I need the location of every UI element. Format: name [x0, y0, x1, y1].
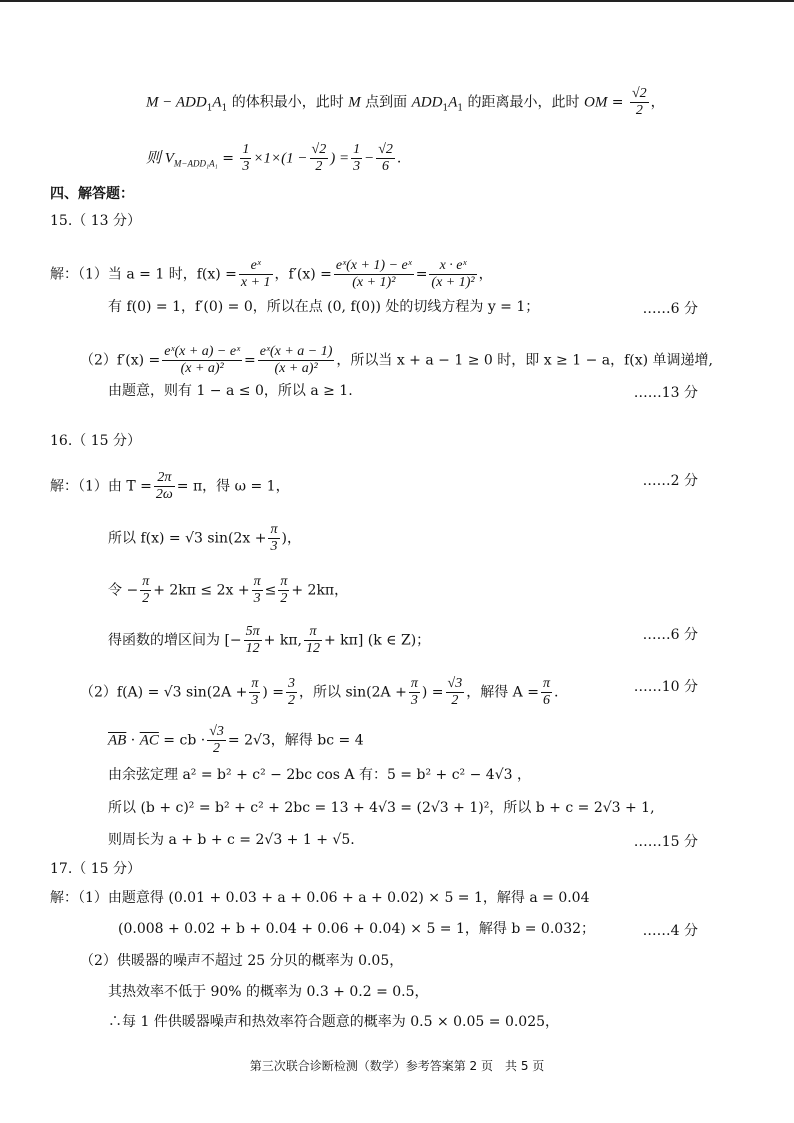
q17-part1-b: (0.008 + 0.02 + b + 0.04 + 0.06 + 0.04) × 5 = 1，解得 b = 0.032；: [118, 921, 596, 937]
frac-num: eˣ(x + 1) − eˣ: [335, 258, 412, 273]
text: .: [396, 150, 402, 167]
q16-part2: [80, 676, 558, 709]
frac-num: π: [270, 522, 278, 537]
text: =: [244, 352, 256, 369]
text: 令 −: [108, 582, 139, 599]
frac-den: 6: [542, 693, 550, 708]
score-label: ……15 分: [633, 834, 698, 850]
frac-num: √2: [311, 142, 327, 157]
text: = π，得 ω = 1，: [176, 478, 290, 495]
frac-den: 3: [410, 693, 418, 708]
frac-num: eˣ: [239, 258, 273, 275]
text: ) =: [262, 684, 285, 701]
text: 的体积最小，此时: [227, 94, 349, 111]
frac-den: 2ω: [155, 487, 173, 502]
q16-inequality: [108, 574, 348, 607]
q15-tangent: 有 f(0) = 1，f′(0) = 0，所以在点 (0, f(0)) 处的切线方程为 y = 1；: [108, 299, 540, 315]
fraction: [154, 470, 175, 503]
fraction: [249, 676, 260, 709]
frac-den: 3: [270, 539, 278, 554]
frac-num: π: [304, 624, 322, 641]
fraction: [541, 676, 552, 709]
vector-ac: $\overline{AC}$: [139, 732, 159, 749]
score-label: ……4 分: [642, 923, 698, 939]
text: ，解得 A =: [466, 684, 539, 701]
fraction: [304, 624, 322, 657]
text: 所以 f(x) = √3 sin(2x +: [108, 530, 267, 547]
frac-num: 3: [288, 676, 296, 691]
fraction: [278, 574, 289, 607]
frac-den: x + 1: [240, 275, 271, 290]
text: )，: [281, 530, 301, 547]
section-heading: 四、解答题：: [50, 186, 134, 202]
fraction: [286, 676, 297, 709]
line-volume-value: [146, 142, 401, 175]
text: 的距离最小，此时: [463, 94, 585, 111]
frac-den: (x + a)²: [274, 361, 318, 376]
fraction: [630, 86, 649, 119]
frac-den: 2: [213, 741, 221, 756]
fraction: [376, 142, 395, 175]
frac-den: 3: [242, 159, 250, 174]
fraction: [351, 142, 362, 175]
q16-cosine-law: 由余弦定理 a² = b² + c² − 2bc cos A 有：5 = b² + c² − 4√3 ，: [108, 767, 531, 783]
q15-conclusion: 由题意，则有 1 − a ≤ 0，所以 a ≥ 1.: [108, 383, 353, 399]
frac-den: 3: [251, 693, 259, 708]
text: =: [415, 266, 428, 283]
expr: ) =: [330, 150, 350, 167]
fraction: [162, 344, 242, 377]
text: ，f′(x) =: [274, 266, 332, 283]
frac-num: π: [142, 574, 150, 589]
page-footer: 第三次联合诊断检测（数学）参考答案第 2 页 共 5 页: [249, 1059, 545, 1073]
frac-num: √2: [631, 86, 647, 101]
text: ，所以 sin(2A +: [299, 684, 407, 701]
frac-den: 3: [353, 159, 361, 174]
text: = cb ·: [158, 732, 206, 749]
frac-num: π: [251, 676, 259, 691]
fraction: [409, 676, 420, 709]
expr: A: [448, 94, 458, 111]
expr: ×1×(1 −: [253, 150, 308, 167]
text: （2）f(A) = √3 sin(2A +: [80, 684, 248, 701]
sub-1: 1: [457, 103, 464, 114]
frac-den: 2: [142, 591, 150, 606]
frac-num: π: [280, 574, 288, 589]
q16-perimeter: 则周长为 a + b + c = 2√3 + 1 + √5.: [108, 832, 355, 848]
question-15-heading: 15.（ 13 分）: [50, 213, 141, 229]
frac-num: 1: [242, 142, 250, 157]
q17-part2: （2）供暖器的噪声不超过 25 分贝的概率为 0.05，: [80, 953, 404, 969]
q17-probability: ∴每 1 件供暖器噪声和热效率符合题意的概率为 0.5 × 0.05 = 0.025，: [108, 1014, 560, 1030]
text: ，: [478, 266, 493, 283]
q17-efficiency: 其热效率不低于 90% 的概率为 0.3 + 0.2 = 0.5，: [108, 984, 429, 1000]
frac-num: eˣ(x + a − 1): [259, 344, 333, 359]
frac-num: π: [253, 574, 261, 589]
text: 点到面: [360, 94, 412, 111]
text: （2）f′(x) =: [80, 352, 161, 369]
text: + 2kπ，: [291, 582, 349, 599]
score-label: ……6 分: [642, 627, 698, 643]
fraction: [310, 142, 329, 175]
frac-num: √2: [378, 142, 393, 157]
fraction: [446, 676, 465, 709]
text: + 2kπ ≤ 2x +: [153, 582, 250, 599]
line-volume-min: [146, 86, 665, 119]
fraction: [240, 142, 251, 175]
text: .: [553, 684, 559, 701]
text: + kπ,: [263, 632, 302, 649]
frac-num: √3: [447, 676, 463, 691]
frac-num: 2π: [154, 470, 175, 487]
fraction: [140, 574, 151, 607]
text: ，: [650, 94, 665, 111]
text: =: [607, 94, 628, 111]
text: = 2√3，解得 bc = 4: [227, 732, 364, 749]
expr: −: [364, 150, 375, 167]
text: + kπ] (k ∈ Z)；: [324, 632, 431, 649]
q15-part1: [50, 258, 493, 291]
expr: M − ADD: [146, 94, 207, 111]
text: =: [217, 150, 239, 167]
vector-ab: $\overline{AB}$: [108, 732, 127, 749]
top-rule: [0, 0, 794, 2]
frac-den: 12: [306, 641, 320, 656]
text: 得函数的增区间为 [−: [108, 632, 242, 649]
text: ) =: [421, 684, 444, 701]
q16-interval: [108, 624, 430, 657]
frac-den: 2: [280, 591, 288, 606]
fraction: [334, 258, 414, 291]
frac-den: 2: [451, 693, 459, 708]
q16-function: [108, 522, 301, 555]
text: ≤: [264, 582, 277, 599]
question-16-heading: 16.（ 15 分）: [50, 433, 141, 449]
fraction: [429, 258, 476, 291]
fraction: [207, 724, 226, 757]
frac-num: eˣ(x + a) − eˣ: [164, 344, 241, 359]
frac-den: (x + 1)²: [352, 275, 396, 290]
question-17-heading: 17.（ 15 分）: [50, 861, 141, 877]
fraction: [268, 522, 279, 555]
frac-num: π: [410, 676, 418, 691]
text: ，所以当 x + a − 1 ≥ 0 时，即 x ≥ 1 − a，f(x) 单调递增,: [336, 352, 714, 369]
frac-den: (x + a)²: [180, 361, 224, 376]
q17-part1: 解：（1）由题意得 (0.01 + 0.03 + a + 0.06 + a + 0.02) × 5 = 1，解得 a = 0.04: [50, 890, 590, 906]
expr: M: [348, 94, 361, 111]
score-label: ……13 分: [633, 385, 698, 401]
score-label: ……2 分: [642, 473, 698, 489]
frac-den: 6: [382, 159, 390, 174]
frac-den: 2: [288, 693, 296, 708]
q15-part2: [80, 344, 713, 377]
subscript: M−ADD₁A₁: [173, 158, 218, 169]
score-label: ……6 分: [642, 301, 698, 317]
text: ·: [126, 732, 140, 749]
frac-den: (x + 1)²: [431, 275, 475, 290]
fraction: [244, 624, 262, 657]
q16-dot-product: [108, 724, 364, 757]
frac-num: π: [542, 676, 550, 691]
expr: 则 V: [146, 150, 174, 167]
expr: A: [212, 94, 222, 111]
frac-num: 5π: [245, 624, 260, 639]
frac-num: x · eˣ: [429, 258, 476, 275]
fraction: [252, 574, 263, 607]
fraction: [239, 258, 273, 291]
expr: OM: [584, 94, 608, 111]
text: 解：（1）由 T =: [50, 478, 152, 495]
sub-1: 1: [442, 103, 449, 114]
fraction: [258, 344, 335, 377]
frac-den: 3: [253, 591, 261, 606]
frac-num: √3: [209, 724, 224, 739]
frac-den: 12: [245, 641, 260, 656]
score-label: ……10 分: [633, 679, 698, 695]
text: 解：（1）当 a = 1 时，f(x) =: [50, 266, 237, 283]
q16-part1: [50, 470, 290, 503]
frac-den: 2: [635, 103, 643, 118]
expr: ADD: [411, 94, 443, 111]
sub-1: 1: [206, 103, 213, 114]
q16-sum-square: 所以 (b + c)² = b² + c² + 2bc = 13 + 4√3 = (2√3 + 1)²，所以 b + c = 2√3 + 1,: [108, 800, 655, 816]
frac-den: 2: [315, 159, 323, 174]
sub-1: 1: [221, 103, 228, 114]
frac-num: 1: [353, 142, 361, 157]
